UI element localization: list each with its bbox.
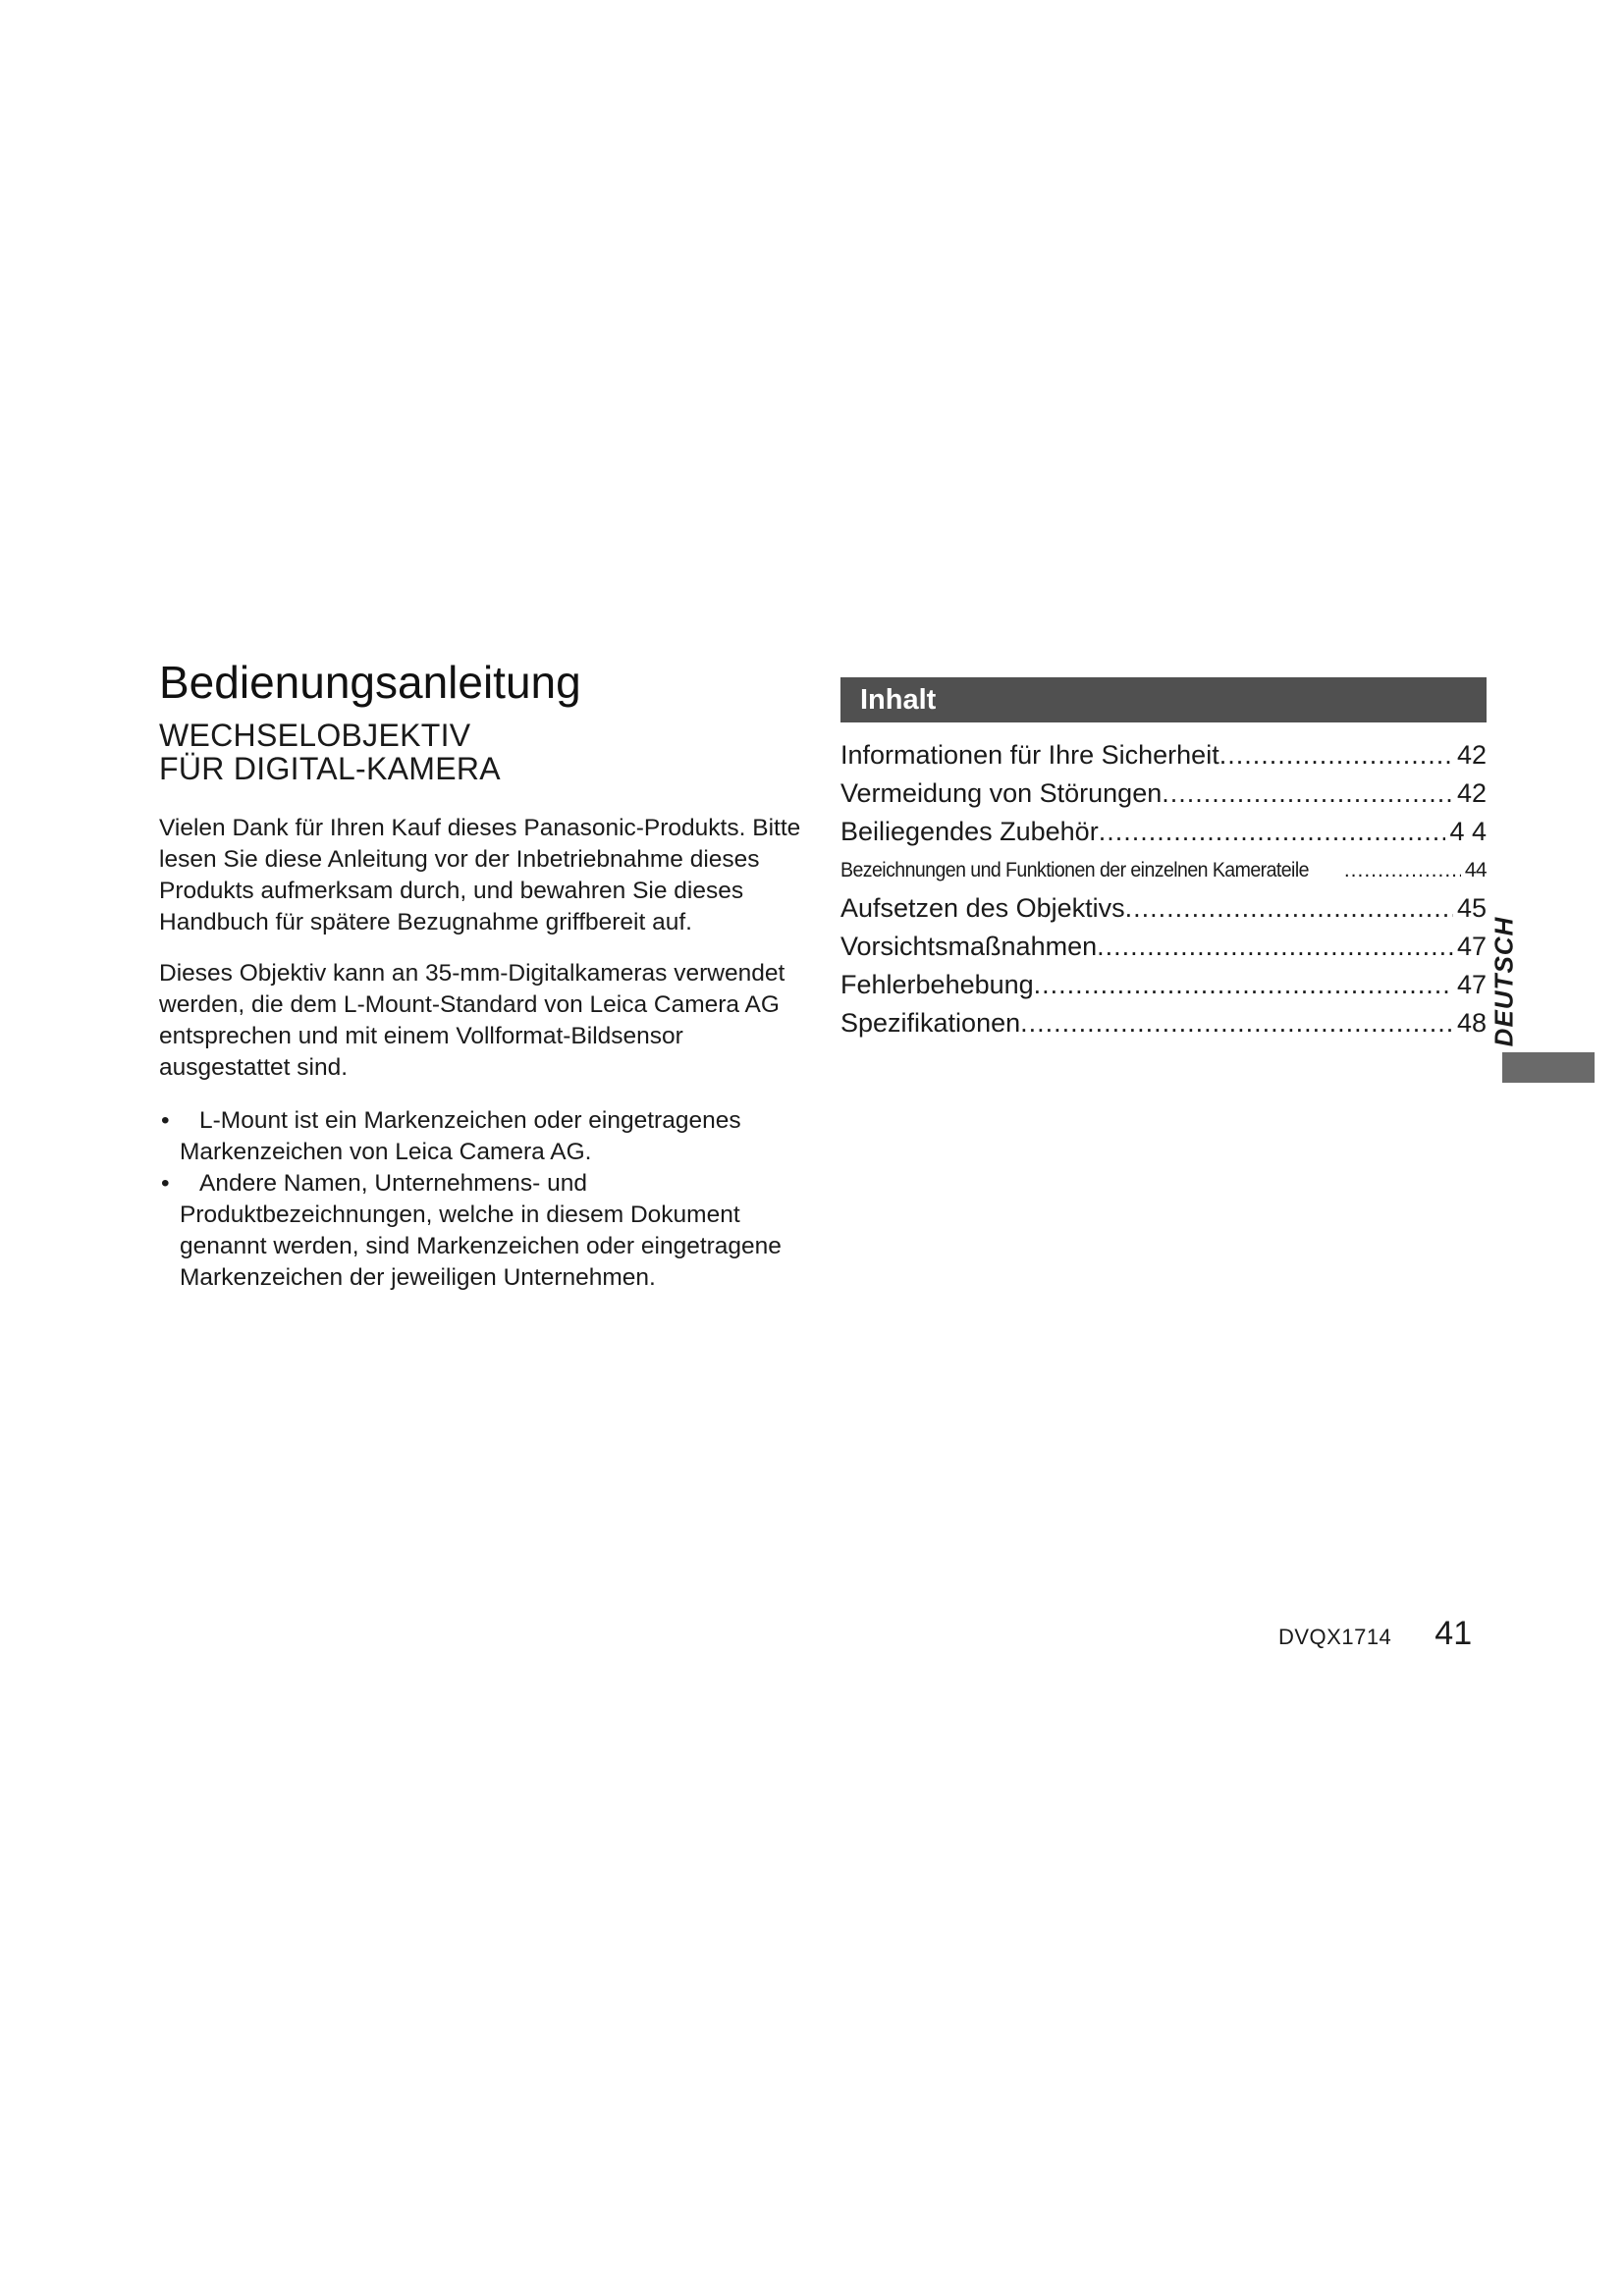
document-subtitle — [159, 719, 807, 785]
list-item-text: Andere Namen, Unternehmens- und Produktbezeichnungen, welche in diesem Dokument genannt werden, sind Markenzeichen oder eingetragene Markenzeichen der jeweiligen Unternehmen. — [180, 1170, 782, 1291]
page-number: 41 — [1435, 1615, 1473, 1652]
document-title: Bedienungsanleitung — [159, 657, 581, 708]
toc-dot-leader — [1099, 813, 1446, 851]
intro-paragraph-compatibility: Dieses Objektiv kann an 35-mm-Digitalkameras verwendet werden, die dem L-Mount-Standard von Leica Camera AG entsprechen und mit einem Vollformat-Bildsensor ausgestattet sind. — [159, 960, 785, 1081]
bullet-icon: • — [161, 1170, 170, 1197]
toc-entry-page: 44 — [1464, 859, 1487, 881]
toc-dot-leader — [1162, 774, 1453, 813]
list-item-text: L-Mount ist ein Markenzeichen oder eingetragenes Markenzeichen von Leica Camera AG. — [180, 1107, 741, 1165]
bullet-icon: • — [161, 1107, 170, 1134]
toc-entry-page: 47 — [1456, 970, 1487, 999]
toc-entry-page: 47 — [1456, 932, 1487, 961]
toc-dot-leader — [1219, 736, 1453, 774]
list-item — [159, 1168, 807, 1294]
subtitle-line-2: FÜR DIGITAL-KAMERA — [159, 751, 501, 786]
table-of-contents — [840, 677, 1487, 1042]
language-label-text: DEUTSCH — [1489, 916, 1519, 1047]
toc-list — [840, 736, 1487, 1042]
toc-entry-title: Spezifikationen — [840, 1008, 1021, 1038]
language-label — [1485, 916, 1524, 1047]
toc-dot-leader — [1097, 928, 1453, 966]
toc-dot-leader — [1034, 966, 1453, 1004]
toc-entry[interactable] — [840, 889, 1487, 928]
toc-entry[interactable] — [840, 928, 1487, 966]
toc-entry-page: 42 — [1456, 740, 1487, 770]
toc-entry-title: Vermeidung von Störungen — [840, 778, 1163, 808]
toc-entry[interactable] — [840, 736, 1487, 774]
trademark-notes — [159, 1105, 807, 1294]
toc-entry[interactable] — [840, 851, 1487, 889]
toc-entry-page: 4 4 — [1449, 817, 1487, 846]
toc-entry[interactable] — [840, 1004, 1487, 1042]
intro-paragraph-thanks: Vielen Dank für Ihren Kauf dieses Panasonic-Produkts. Bitte lesen Sie diese Anleitung vor der Inbetriebnahme dieses Produkts aufmerksam durch, und bewahren Sie dieses Handbuch für spätere Bezugnahme griffbereit auf. — [159, 815, 801, 935]
language-tab-marker — [1502, 1052, 1595, 1083]
toc-dot-leader — [1125, 889, 1453, 928]
toc-entry[interactable] — [840, 966, 1487, 1004]
toc-entry-title: Beiliegendes Zubehör — [840, 817, 1099, 846]
list-item — [159, 1105, 807, 1168]
toc-entry[interactable] — [840, 774, 1487, 813]
toc-entry-title: Fehlerbehebung — [840, 970, 1034, 999]
toc-entry-page: 42 — [1456, 778, 1487, 808]
page-footer — [1278, 1615, 1472, 1653]
toc-entry-title: Aufsetzen des Objektivs — [840, 893, 1125, 923]
toc-header: Inhalt — [840, 677, 1487, 722]
document-code: DVQX1714 — [1278, 1625, 1392, 1649]
toc-entry-title: Bezeichnungen und Funktionen der einzelnen Kamerateile — [840, 859, 1309, 881]
toc-dot-leader — [1344, 851, 1461, 889]
toc-entry-title: Informationen für Ihre Sicherheit — [840, 740, 1219, 770]
toc-entry[interactable] — [840, 813, 1487, 851]
toc-dot-leader — [1020, 1004, 1453, 1042]
intro-section — [159, 656, 807, 1294]
subtitle-line-1: WECHSELOBJEKTIV — [159, 718, 471, 753]
toc-entry-page: 48 — [1456, 1008, 1487, 1038]
toc-entry-title: Vorsichtsmaßnahmen — [840, 932, 1098, 961]
toc-entry-page: 45 — [1456, 893, 1487, 923]
